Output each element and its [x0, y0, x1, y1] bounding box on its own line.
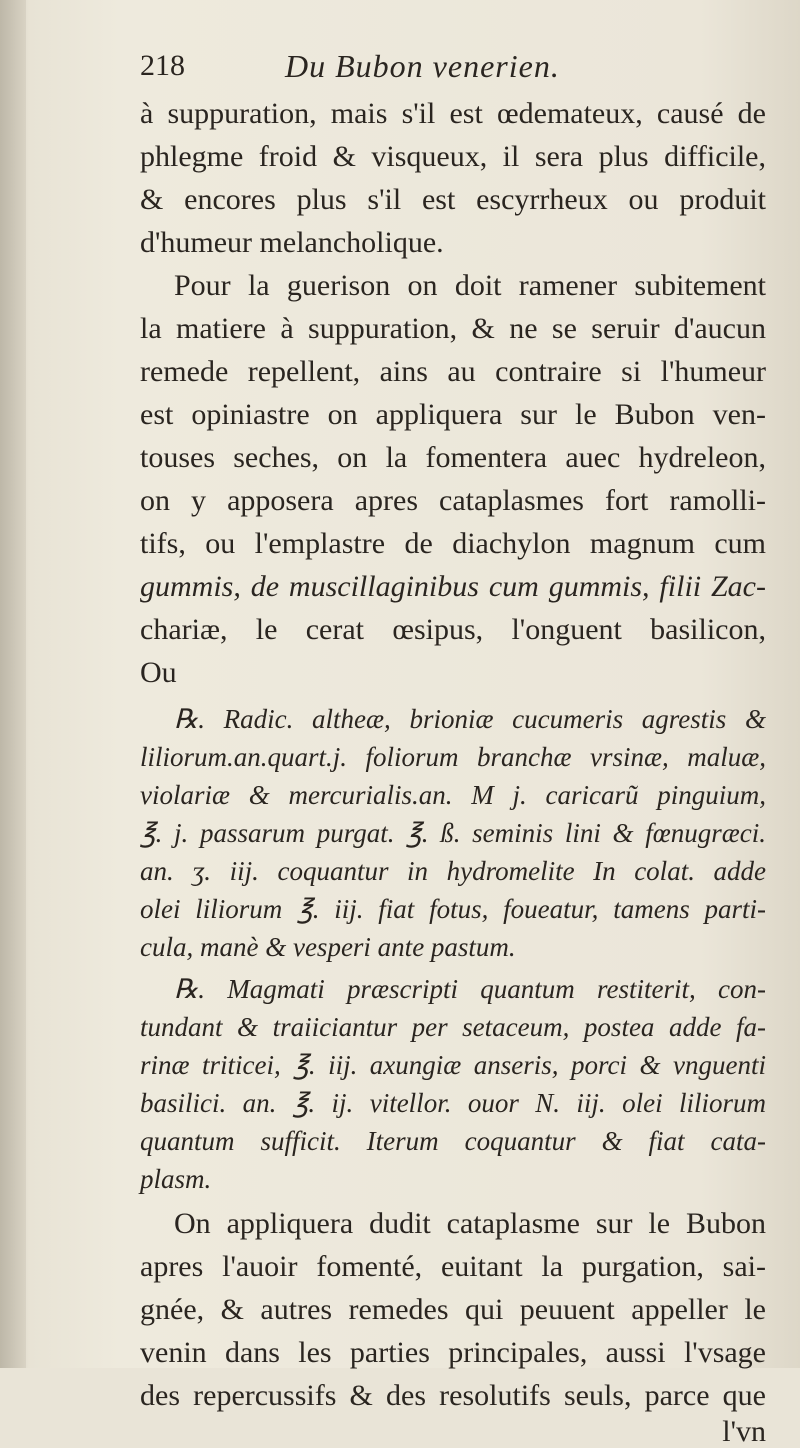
recipe-line: ℥. j. passarum purgat. ℥. ß. seminis lini & fœnugræci.: [140, 818, 766, 848]
catchword: l'vn: [722, 1415, 766, 1448]
recipe-line: cula, manè & vesperi ante pastum.: [140, 932, 516, 962]
page-header: [140, 40, 766, 92]
recipe-line: olei liliorum ℥. iij. fiat fotus, foueatur, tamens parti-: [140, 894, 766, 924]
text-line: phlegme froid & visqueux, il sera plus difficile,: [140, 140, 766, 173]
text-line: touses seches, on la fomentera auec hydreleon,: [140, 441, 766, 474]
recipe-line: rinæ triticei, ℥. iij. axungiæ anseris, porci & vnguenti: [140, 1050, 766, 1080]
text-line: chariæ, le cerat œsipus, l'onguent basilicon,: [140, 613, 766, 646]
page-gutter: [0, 0, 26, 1368]
text-line: Ou: [140, 656, 177, 689]
text-line: est opiniastre on appliquera sur le Bubon ven-: [140, 398, 766, 431]
recipe-1: [140, 700, 766, 966]
text-line: On appliquera dudit cataplasme sur le Bubon: [174, 1207, 766, 1240]
text-line: on y apposera apres cataplasmes fort ramolli-: [140, 484, 766, 517]
recipe-line: basilici. an. ℥. ij. vitellor. ouor N. iij. olei liliorum: [140, 1088, 766, 1118]
text-line: à suppuration, mais s'il est œdemateux, causé de: [140, 97, 766, 130]
paragraph-3: [140, 1202, 766, 1417]
text-line: venin dans les parties principales, aussi l'vsage: [140, 1336, 766, 1369]
text-line: Pour la guerison on doit ramener subitement: [174, 269, 766, 302]
text-line: des repercussifs & des resolutifs seuls, parce que: [140, 1379, 766, 1412]
text-line: la matiere à suppuration, & ne se seruir d'aucun: [140, 312, 766, 345]
recipe-line: plasm.: [140, 1164, 212, 1194]
text-line: apres l'auoir fomenté, euitant la purgation, sai-: [140, 1250, 766, 1283]
recipe-line: ℞. Magmati præscripti quantum restiterit, con-: [174, 974, 766, 1004]
recipe-2: [140, 970, 766, 1198]
text-line: remede repellent, ains au contraire si l'humeur: [140, 355, 766, 388]
text-line: gnée, & autres remedes qui peuuent appeller le: [140, 1293, 766, 1326]
paragraph-2: [140, 264, 766, 694]
text-block: [140, 40, 766, 1447]
recipe-line: liliorum.an.quart.j. foliorum branchæ vrsinæ, maluæ,: [140, 742, 766, 772]
recipe-line: an. ʒ. iij. coquantur in hydromelite In colat. adde: [140, 856, 766, 886]
page-number: 218: [140, 49, 185, 82]
text-line: gummis, de muscillaginibus cum gummis, filii Zac-: [140, 570, 766, 603]
paragraph-1: [140, 92, 766, 264]
text-line: & encores plus s'il est escyrrheux ou produit: [140, 183, 766, 216]
recipe-line: violariæ & mercurialis.an. M j. caricarũ pinguium,: [140, 780, 766, 810]
running-title: Du Bubon venerien.: [285, 48, 560, 84]
recipe-line: ℞. Radic. altheæ, brioniæ cucumeris agrestis &: [174, 704, 766, 734]
recipe-line: quantum sufficit. Iterum coquantur & fiat cata-: [140, 1126, 766, 1156]
recipe-line: tundant & traiiciantur per setaceum, postea adde fa-: [140, 1012, 766, 1042]
text-line: d'humeur melancholique.: [140, 226, 444, 259]
text-line: tifs, ou l'emplastre de diachylon magnum cum: [140, 527, 766, 560]
